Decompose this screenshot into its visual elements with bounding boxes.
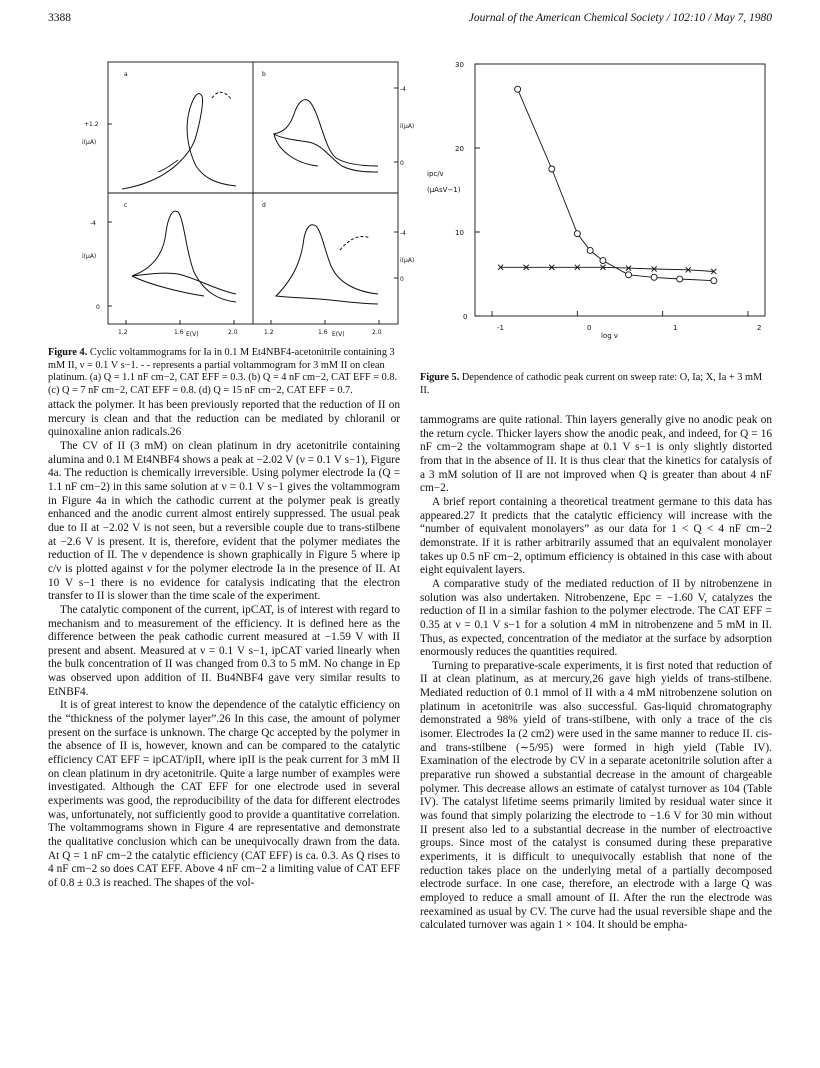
x-tick-1-2-left: 1.2: [118, 329, 128, 336]
data-point-ia: [600, 258, 606, 264]
running-header: [0, 12, 820, 32]
y-axis-label-line2: (μAsV−1): [427, 186, 461, 194]
figure-4-caption: [48, 347, 400, 397]
voltammogram-a: [122, 94, 236, 189]
x-tick-minus-1: -1: [497, 324, 504, 332]
x-axis-label-right: E(V): [332, 331, 345, 338]
right-label-minus-4-top: -4: [400, 86, 406, 93]
page-number: 3388: [48, 12, 71, 24]
right-label-current-bottom: i(μA): [400, 257, 415, 264]
left-label-current-top: i(μA): [82, 139, 97, 146]
x-tick-1: 1: [673, 324, 678, 332]
paragraph: A comparative study of the mediated reduction of II by nitrobenzene in solution was also undertaken. Nitrobenzene, Epc = −1.60 V, catalyzes the reduction of II in a similar fashion to the polymer electrode. The CAT EFF = 0.35 at ν = 0.1 V s−1 for a solution 4 mM in nitrobenzene and 5 mM in II. Thus, as expected, concentration of the mediator at the surface by adsorption enormously reduces the quantities required.: [420, 577, 772, 659]
paragraph: It is of great interest to know the dependence of the catalytic efficiency on the “thickness of the polymer layer”.26 In this case, the amount of polymer present on the surface is unknown. The charge Qc accepted by the polymer in the absence of II is, however, known and can be compared to the catalytic efficiency CAT EFF = ipCAT/ipII, where ipII is the peak current for 3 mM II on clean platinum in dry acetonitrile. Quite a large number of examples were investigated. Although the CAT EFF for one electrode used in several experiments was good, the reproducibility of the data for different electrodes was, unfortunately, not sufficiently good to provide a quantitative correlation. The voltammograms shown in Figure 4 are representative and demonstrate the qualitative conclusion which can be unequivocally drawn from the data. At Q = 1 nF cm−2 the catalytic efficiency (CAT EFF) is ca. 0.3. As Q rises to 4 nF cm−2 so does CAT EFF. Above 4 nF cm−2 a limiting value of CAT EFF of 0.8 ± 0.3 is reached. The shapes of the vol-: [48, 699, 400, 889]
y-tick-0: 0: [463, 313, 468, 321]
x-tick-1-6-left: 1.6: [174, 329, 184, 336]
x-axis-label-left: E(V): [186, 331, 199, 338]
x-tick-0: 0: [587, 324, 592, 332]
voltammogram-a-clean-platinum: [212, 92, 232, 100]
paragraph: attack the polymer. It has been previously reported that the reduction of II on mercury is clean and that the reduction can be mediated by chloranil or quinoxaline anion radicals.26: [48, 399, 400, 439]
voltammogram-b: [274, 100, 378, 172]
data-point-ia: [515, 86, 521, 92]
left-label-plus-1-2: +1.2: [84, 121, 99, 128]
paragraph: tammograms are quite rational. Thin layers generally give no anodic peak on the return cycle. Thicker layers show the anodic peak, and indeed, for Q = 16 nF cm−2 the voltammogram shape at 0.1 V s−1 is only slightly distorted from that in the absence of II. It is thus clear that the kinetics for catalysis of a 3 mM solution of II are not improved when Q is greater than about 4 nF cm−2.: [420, 414, 772, 495]
y-tick-30: 30: [455, 61, 464, 69]
right-label-minus-4-bottom: -4: [400, 230, 406, 237]
series-ia-plus-ii-curve: [501, 267, 714, 271]
right-label-zero-bottom: 0: [400, 276, 404, 283]
data-point-ia: [549, 166, 555, 172]
x-tick-2-0-left: 2.0: [228, 329, 238, 336]
x-tick-2: 2: [757, 324, 762, 332]
paragraph: Turning to preparative-scale experiments, it is first noted that reduction of II at clean platinum, as at mercury,26 gave high yields of trans-stilbene. Mediated reduction of 0.1 mmol of II with a 4 mM nitrobenzene solution on platinum in acetonitrile was also successful. Gas-liquid chromatography demonstrated a 98% yield of trans-stilbene, with only a trace of the cis isomer. Electrodes Ia (2 cm2) were used in the same manner to reduce II. cis- and trans-stilbene (∼5/95) were formed in high yield (Table IV). Examination of the electrode by CV in a separate acetonitrile solution after a preparative run showed a substantial decrease in the amount of chargeable polymer. This decrease allows an estimate of catalyst turnover as 104 (Table IV). The catalyst lifetime seems primarily limited by residual water since it was found that simply polarizing the electrode to −1.6 V for 30 min without II present also led to a substantial decrease in the number of electroactive groups. Since most of the catalyst is consumed during these preparative experiments, it is difficult to unequivocally establish that none of the reduction takes place on the underlying metal of a partially decomposed electrode surface. In one case, therefore, an electrode with a large Q was employed to reduce a small amount of II. After the run the electrode was reexamined as usual by CV. The curve had the usual reversible shape and the calculated turnover was again 1 × 104. It should be empha-: [420, 659, 772, 932]
panel-letter-d: d: [262, 202, 266, 209]
paragraph: The catalytic component of the current, ipCAT, is of interest with regard to mechanism and to measurement of the efficiency. It is defined here as the difference between the peak cathodic current measured at −1.59 V with II present and absent. Measured at ν = 0.1 V s−1, ipCAT varied linearly when the bulk concentration of II was changed from 0.3 to 5 mM. No change in Ep was observed upon addition of II. Bu4NBF4 gave very similar results to EtNBF4.: [48, 603, 400, 698]
data-point-ia: [587, 247, 593, 253]
left-label-current-bottom: i(μA): [82, 253, 97, 260]
voltammogram-c: [132, 211, 236, 302]
left-label-minus-4: -4: [90, 220, 96, 227]
data-point-ia: [711, 278, 717, 284]
x-tick-1-6-right: 1.6: [318, 329, 328, 336]
right-label-zero-top: 0: [400, 160, 404, 167]
right-label-current-top: i(μA): [400, 123, 415, 130]
data-point-ia: [651, 274, 657, 280]
figure-5-plot-frame: [475, 64, 765, 316]
paragraph: A brief report containing a theoretical treatment germane to this data has appeared.27 It predicts that the catalytic efficiency will increase with the “number of equivalent monolayers” as our data for 1 < Q < 4 nF cm−2 demonstrate. If it is rather arbitrarily assumed that an equivalent monolayer takes up 0.5 nF cm−2, optimum efficiency is obtained in this case with about eight equivalent layers.: [420, 495, 772, 577]
y-tick-10: 10: [455, 229, 464, 237]
data-point-ia: [574, 231, 580, 237]
panel-letter-b: b: [262, 71, 266, 78]
figure-5-caption: [420, 372, 772, 397]
panel-letter-c: c: [124, 202, 128, 209]
body-column-left: [48, 399, 400, 891]
x-tick-2-0-right: 2.0: [372, 329, 382, 336]
figure-5-chart: [425, 58, 773, 358]
body-column-right: [420, 414, 772, 933]
figure-4-voltammograms: [82, 62, 415, 342]
figure-4-caption-label: Figure 4.: [48, 347, 88, 358]
figure-4-caption-text: Cyclic voltammograms for Ia in 0.1 M Et4NBF4-acetonitrile containing 3 mM II, ν = 0.1 V s−1. - - represents a partial voltammogram for 3 mM II on clean platinum. (a) Q = 1.1 nF cm−2, CAT EFF = 0.3. (b) Q = 4 nF cm−2, CAT EFF = 0.8. (c) Q = 7 nF cm−2, CAT EFF = 0.8. (d) Q = 15 nF cm−2, CAT EFF = 0.7.: [48, 347, 398, 396]
data-point-ia: [677, 276, 683, 282]
y-axis-label-line1: ipc/ν: [427, 170, 444, 178]
data-point-ia: [626, 272, 632, 278]
left-label-zero: 0: [96, 304, 100, 311]
journal-citation: Journal of the American Chemical Society / 102:10 / May 7, 1980: [468, 12, 772, 24]
panel-letter-a: a: [124, 71, 128, 78]
paragraph: The CV of II (3 mM) on clean platinum in dry acetonitrile containing alumina and 0.1 M Et4NBF4 shows a peak at −2.02 V (ν = 0.1 V s−1), Figure 4a. The reduction is chemically irreversible. Using polymer electrode Ia (Q = 1.1 nF cm−2) in this same solution at ν = 0.1 V s−1 gives the voltammogram in Figure 4a in which the cathodic current at the polymer peak is greatly enhanced and the anodic current almost entirely suppressed. The usual peak due to II at −2.02 V is not seen, but a reversible couple due to trans-stilbene at −2.6 V is present. It is, therefore, evident that the polymer mediates the reduction of II. The ν dependence is shown graphically in Figure 5 where ip c/ν is plotted against ν for the polymer electrode Ia in the presence of II. At 10 V s−1 there is no evidence for catalysis indicating that the electron transfer to II is slower than the time scale of the experiment.: [48, 439, 400, 603]
x-axis-label: log ν: [601, 332, 618, 340]
y-tick-20: 20: [455, 145, 464, 153]
figure-5-caption-label: Figure 5.: [420, 372, 460, 383]
figure-5-caption-text: Dependence of cathodic peak current on sweep rate: O, Ia; X, Ia + 3 mM II.: [420, 372, 763, 396]
voltammogram-d-clean-platinum: [340, 237, 370, 251]
x-tick-1-2-right: 1.2: [264, 329, 274, 336]
series-ia-curve: [518, 89, 714, 281]
